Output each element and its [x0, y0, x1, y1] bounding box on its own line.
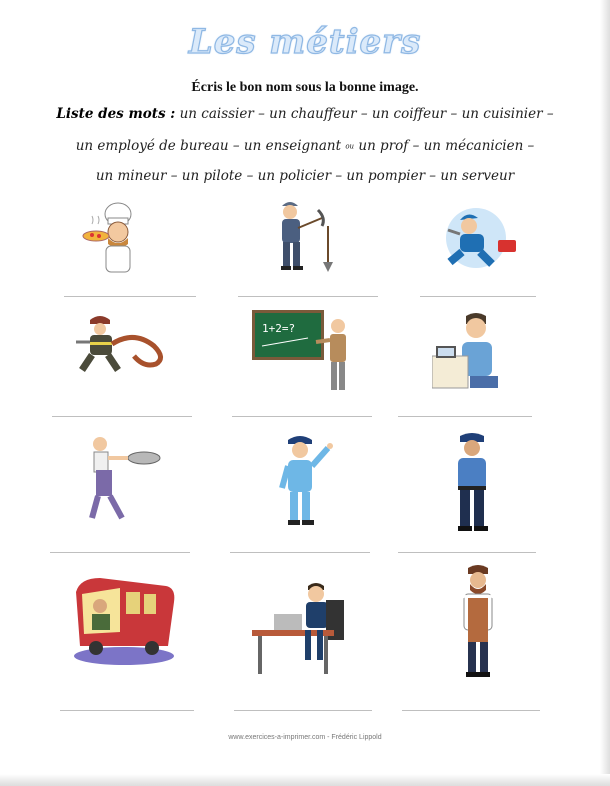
teacher-icon: [250, 308, 358, 394]
miner-icon: [268, 196, 338, 276]
word-list-line-1: [0, 106, 610, 122]
answer-line-7[interactable]: [50, 552, 190, 553]
hairdresser-icon: [448, 562, 508, 680]
answer-line-10[interactable]: [60, 710, 194, 711]
answer-line-2[interactable]: [238, 296, 378, 297]
word-list-text-1: un caissier – un chauffeur – un coiffeur – un cuisinier –: [179, 106, 554, 122]
answer-line-6[interactable]: [398, 416, 532, 417]
page-shadow-right: [600, 0, 610, 786]
instruction-text: Écris le bon nom sous la bonne image.: [191, 80, 419, 95]
word-list-label: Liste des mots :: [56, 106, 176, 122]
word-list-text-2a: un employé de bureau – un enseignant: [75, 138, 342, 154]
pilot-icon: [276, 430, 338, 528]
answer-line-5[interactable]: [232, 416, 372, 417]
word-list-text-3: un mineur – un pilote – un policier – un pompier – un serveur: [95, 168, 515, 184]
answer-line-1[interactable]: [64, 296, 196, 297]
answer-line-4[interactable]: [52, 416, 192, 417]
office-worker-icon: [432, 310, 512, 390]
answer-line-11[interactable]: [234, 710, 372, 711]
office-laptop-worker-icon: [250, 576, 352, 678]
answer-line-3[interactable]: [420, 296, 536, 297]
bus-driver-icon: [70, 572, 178, 668]
answer-line-9[interactable]: [398, 552, 536, 553]
page-title: Les métiers: [188, 22, 422, 62]
waiter-icon: [82, 434, 166, 526]
mechanic-icon: [442, 200, 522, 272]
chalkboard-text: 1+2=?: [262, 322, 296, 335]
word-list-text-2b: un prof – un mécanicien –: [358, 138, 535, 154]
answer-line-8[interactable]: [230, 552, 370, 553]
page-shadow-bottom: [0, 774, 610, 786]
word-list-line-3: [0, 168, 610, 184]
chef-icon: [78, 198, 158, 278]
word-list-or: ou: [345, 142, 355, 151]
footer-credit: www.exercices-a-imprimer.com - Frédéric Lippold: [228, 734, 382, 741]
police-officer-icon: [448, 430, 500, 534]
firefighter-icon: [74, 312, 172, 376]
word-list-line-2: [0, 138, 610, 154]
answer-line-12[interactable]: [402, 710, 540, 711]
